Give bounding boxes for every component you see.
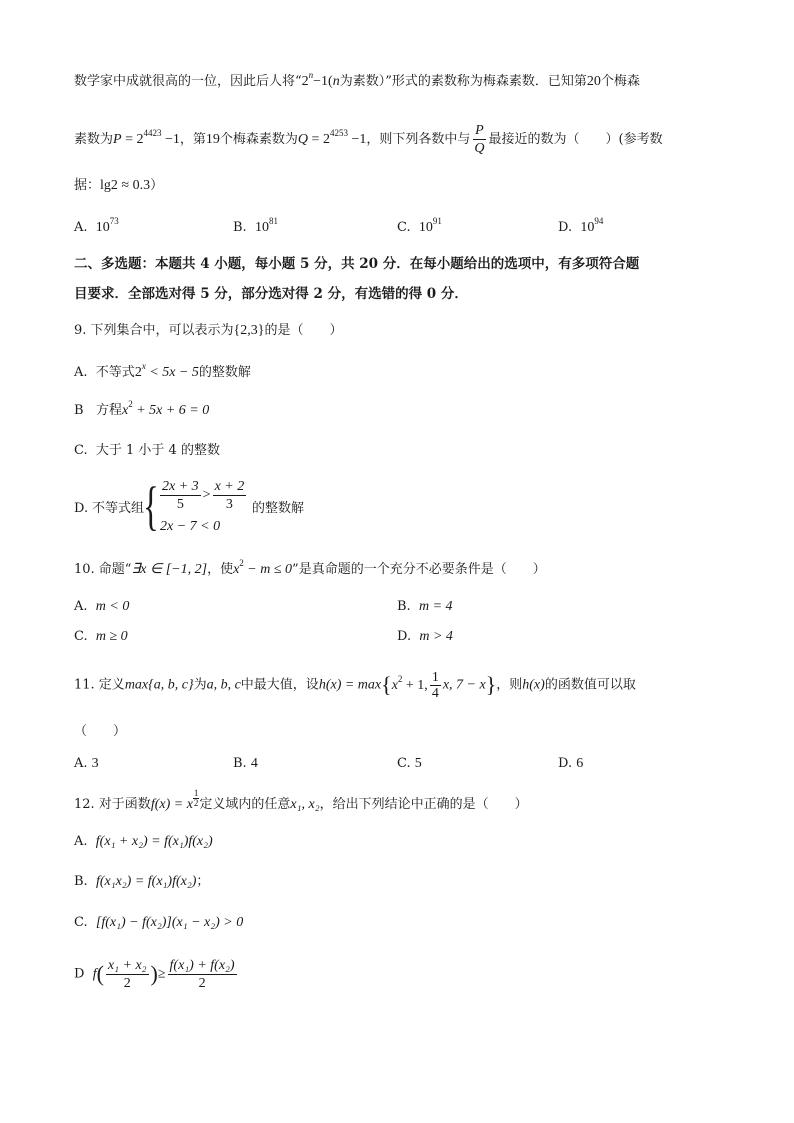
q10-stem: 10. 命题“∃x ∈ [−1, 2]，使$x^2 - m \le 0$”是真命题的一个充分不必要条件是（ ） — [74, 558, 546, 577]
system-first-inequality: $\frac{2x + 3}{5}$ > $\frac{x + 2}{3}$ — [162, 479, 245, 512]
q11-option-d[interactable]: D. 6 — [558, 756, 584, 771]
q8-option-a[interactable]: A. $10^{73}$ — [74, 216, 119, 235]
q11-answer-paren: （ ） — [74, 724, 127, 739]
q8-option-c[interactable]: C. $10^{91}$ — [397, 216, 442, 235]
q8-option-b[interactable]: B. $10^{81}$ — [233, 216, 278, 235]
q11-stem: 11. 定义max{a, b, c}为a, b, c中最大值，设$h(x) = \max\{x^2 + 1$, $\frac{1}{4}$ x, 7 − x}，则h(x)的函数值可以取 — [74, 669, 636, 701]
q10-option-d[interactable]: D. m > 4 — [397, 629, 453, 644]
section2-heading-line1: 二、多选题：本题共 4 小题，每小题 5 分，共 20 分．在每小题给出的选项中，有多项符合题 — [74, 256, 640, 272]
q10-option-a[interactable]: A. m < 0 — [74, 599, 130, 614]
system-brace: { — [143, 476, 159, 536]
q10-option-b[interactable]: B. m = 4 — [397, 599, 453, 614]
q9-stem: 9. 下列集合中，可以表示为{2,3}的是（ ） — [74, 323, 343, 338]
p-over-q-fraction: $\frac{P}{Q}$ — [474, 123, 485, 156]
q8-line2: 素数为$P = 2^{4423} -1$，第19个梅森素数为$Q = 2^{4253} -1$，则下列各数中与 $\frac{P}{Q}$ 最接近的数为（ ）(参考数 — [74, 123, 663, 156]
q10-option-c[interactable]: C. m ≥ 0 — [74, 629, 128, 644]
q12-stem: 12. 对于函数f(x) = x $\frac{1}{2}$ 定义域内的任意x₁, x₂，给出下列结论中正确的是（ ） — [74, 788, 528, 812]
q11-option-a[interactable]: A. 3 — [74, 756, 99, 771]
q12-option-d[interactable]: D f( $\frac{\text{x₁ + x₂}}{2}$ )≥ $\frac{\text{f(x₁) + f(x₂)}}{2}$ — [74, 957, 235, 991]
q12-option-c[interactable]: C. [f(x₁) − f(x₂)](x₁ − x₂) > 0 — [74, 915, 244, 930]
q8-line3: 据：lg2 ≈ 0.3） — [74, 178, 164, 193]
q8-line1: 数学家中成就很高的一位，因此后人将“$2^n-1(n$为素数）”形式的素数称为梅森素数．已知第20个梅森 — [74, 70, 640, 89]
q8-option-d[interactable]: D. $10^{94}$ — [558, 216, 604, 235]
q9-option-a[interactable]: A. 不等式$2^x < 5x - 5$的整数解 — [74, 361, 251, 380]
system-second-inequality: 2x − 7 < 0 — [160, 519, 221, 534]
q11-option-c[interactable]: C. 5 — [397, 756, 422, 771]
section2-heading-line2: 目要求．全部选对得 5 分，部分选对得 2 分，有选错的得 0 分． — [74, 286, 468, 302]
q9-option-c[interactable]: C. 大于 1 小于 4 的整数 — [74, 443, 220, 458]
q11-option-b[interactable]: B. 4 — [233, 756, 258, 771]
q12-option-b[interactable]: B. f(x₁x₂) = f(x₁)f(x₂)； — [74, 874, 210, 889]
q12-option-a[interactable]: A. f(x₁ + x₂) = f(x₁)f(x₂) — [74, 834, 213, 849]
q9-option-b[interactable]: B 方程$x^2 + 5x + 6 = 0$ — [74, 399, 210, 418]
